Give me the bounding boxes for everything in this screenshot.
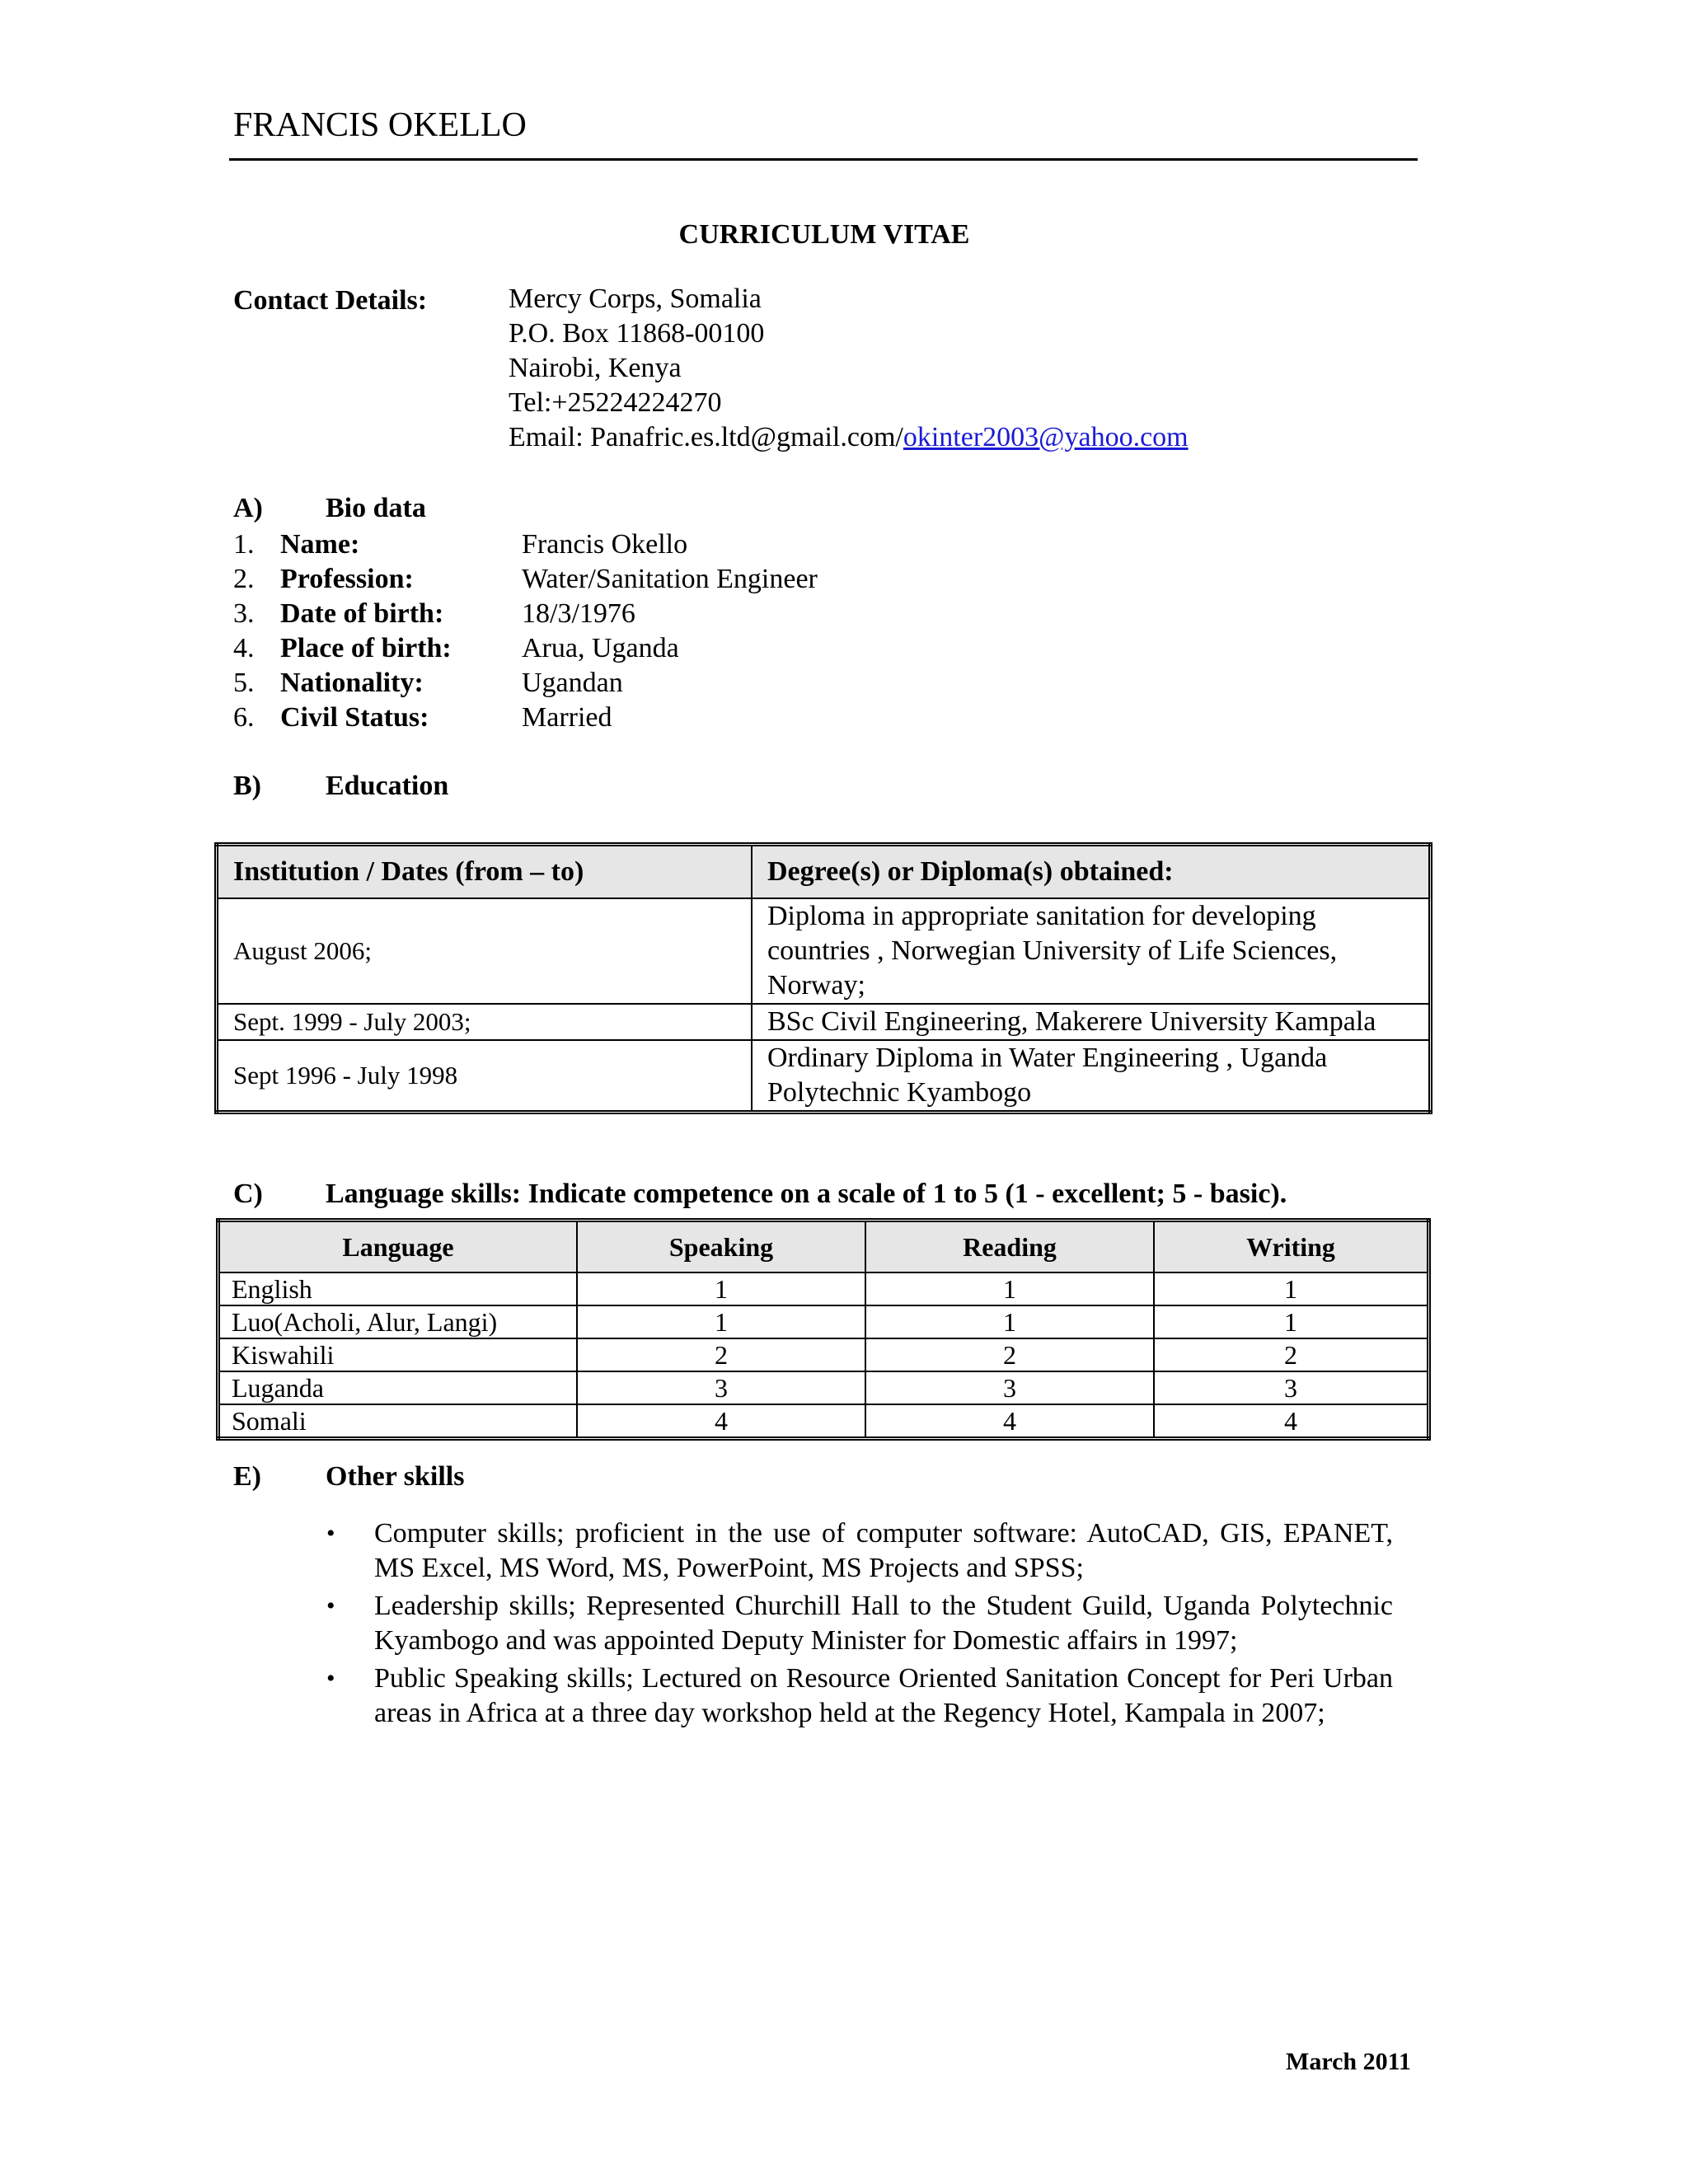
table-row	[218, 1338, 1429, 1371]
speaking-score: 1	[577, 1272, 865, 1305]
bio-label: Place of birth:	[280, 633, 452, 663]
bullet-icon: •	[326, 1665, 335, 1692]
contact-block	[509, 282, 1189, 455]
language-column-header: Speaking	[577, 1221, 865, 1273]
bio-value: Married	[522, 702, 612, 733]
bio-label: Date of birth:	[280, 598, 444, 629]
bio-value: 18/3/1976	[522, 598, 635, 629]
speaking-score: 3	[577, 1371, 865, 1404]
writing-score: 2	[1154, 1338, 1429, 1371]
language-name: Kiswahili	[218, 1338, 578, 1371]
table-row	[218, 1404, 1429, 1439]
email-link[interactable]: okinter2003@yahoo.com	[903, 422, 1189, 452]
email-prefix: Email: Panafric.es.ltd@gmail.com/	[509, 422, 903, 452]
bio-value: Francis Okello	[522, 529, 688, 560]
bio-value: Water/Sanitation Engineer	[522, 564, 818, 594]
footer-date: March 2011	[1286, 2048, 1411, 2075]
bio-label: Profession:	[280, 564, 414, 594]
bio-label: Name:	[280, 529, 360, 560]
bio-value: Arua, Uganda	[522, 633, 679, 663]
table-row	[217, 1004, 1431, 1040]
reading-score: 1	[865, 1272, 1154, 1305]
writing-score: 4	[1154, 1404, 1429, 1439]
reading-score: 2	[865, 1338, 1154, 1371]
education-table	[214, 842, 1432, 1114]
contact-line: P.O. Box 11868-00100	[509, 318, 765, 349]
section-letter-other-skills: E)	[233, 1461, 261, 1492]
contact-line: Mercy Corps, Somalia	[509, 284, 762, 314]
bio-number: 3.	[233, 598, 255, 629]
reading-score: 4	[865, 1404, 1154, 1439]
bio-value: Ugandan	[522, 668, 623, 698]
education-dates: Sept. 1999 - July 2003;	[217, 1004, 753, 1040]
bio-label: Civil Status:	[280, 702, 429, 733]
table-row	[218, 1371, 1429, 1404]
language-column-header: Reading	[865, 1221, 1154, 1273]
education-degree: BSc Civil Engineering, Makerere University Kampala	[752, 1004, 1431, 1040]
table-row	[218, 1305, 1429, 1338]
language-table	[216, 1218, 1431, 1441]
table-row	[217, 898, 1431, 1004]
reading-score: 1	[865, 1305, 1154, 1338]
bio-number: 6.	[233, 702, 255, 733]
bio-number: 2.	[233, 564, 255, 594]
speaking-score: 1	[577, 1305, 865, 1338]
language-header-row	[218, 1221, 1429, 1273]
education-dates: Sept 1996 - July 1998	[217, 1040, 753, 1113]
speaking-score: 2	[577, 1338, 865, 1371]
bio-label: Nationality:	[280, 668, 424, 698]
contact-line: Tel:+25224224270	[509, 387, 722, 418]
section-heading-bio: Bio data	[326, 493, 426, 523]
header-name: FRANCIS OKELLO	[233, 106, 527, 144]
speaking-score: 4	[577, 1404, 865, 1439]
language-name: Somali	[218, 1404, 578, 1439]
language-name: Luo(Acholi, Alur, Langi)	[218, 1305, 578, 1338]
bio-number: 4.	[233, 633, 255, 663]
writing-score: 3	[1154, 1371, 1429, 1404]
skill-text: Computer skills; proficient in the use of computer software: AutoCAD, GIS, EPANET, MS Excel, MS Word, MS, PowerPoint, MS Projects and SPSS;	[374, 1518, 1393, 1583]
section-letter-languages: C)	[233, 1179, 263, 1209]
contact-label: Contact Details:	[233, 285, 428, 316]
table-row	[217, 1040, 1431, 1113]
section-letter-bio: A)	[233, 493, 263, 523]
bio-number: 1.	[233, 529, 255, 560]
education-column-header: Degree(s) or Diploma(s) obtained:	[752, 845, 1431, 899]
document-title: CURRICULUM VITAE	[678, 219, 970, 250]
list-item	[321, 1516, 1393, 1586]
skill-text: Public Speaking skills; Lectured on Resource Oriented Sanitation Concept for Peri Urban areas in Africa at a three day workshop held at the Regency Hotel, Kampala in 2007;	[374, 1663, 1393, 1728]
other-skills-list	[321, 1516, 1393, 1734]
bullet-icon: •	[326, 1520, 335, 1547]
language-column-header: Language	[218, 1221, 578, 1273]
contact-email-line	[509, 420, 1189, 455]
list-item	[321, 1661, 1393, 1731]
education-dates: August 2006;	[217, 898, 753, 1004]
header-divider	[229, 158, 1418, 161]
language-name: English	[218, 1272, 578, 1305]
language-name: Luganda	[218, 1371, 578, 1404]
section-letter-education: B)	[233, 771, 261, 801]
education-degree: Diploma in appropriate sanitation for developing countries , Norwegian University of Life Sciences, Norway;	[752, 898, 1431, 1004]
reading-score: 3	[865, 1371, 1154, 1404]
education-header-row	[217, 845, 1431, 899]
writing-score: 1	[1154, 1305, 1429, 1338]
section-heading-education: Education	[326, 771, 449, 801]
contact-line: Nairobi, Kenya	[509, 353, 682, 383]
section-heading-other-skills: Other skills	[326, 1461, 465, 1492]
bio-number: 5.	[233, 668, 255, 698]
writing-score: 1	[1154, 1272, 1429, 1305]
language-column-header: Writing	[1154, 1221, 1429, 1273]
list-item	[321, 1589, 1393, 1658]
section-heading-languages: Language skills: Indicate competence on a scale of 1 to 5 (1 - excellent; 5 - basic).	[326, 1179, 1287, 1209]
education-column-header: Institution / Dates (from – to)	[217, 845, 753, 899]
skill-text: Leadership skills; Represented Churchill Hall to the Student Guild, Uganda Polytechnic Kyambogo and was appointed Deputy Minister for Domestic affairs in 1997;	[374, 1591, 1393, 1656]
bullet-icon: •	[326, 1592, 335, 1619]
table-row	[218, 1272, 1429, 1305]
education-degree: Ordinary Diploma in Water Engineering , Uganda Polytechnic Kyambogo	[752, 1040, 1431, 1113]
